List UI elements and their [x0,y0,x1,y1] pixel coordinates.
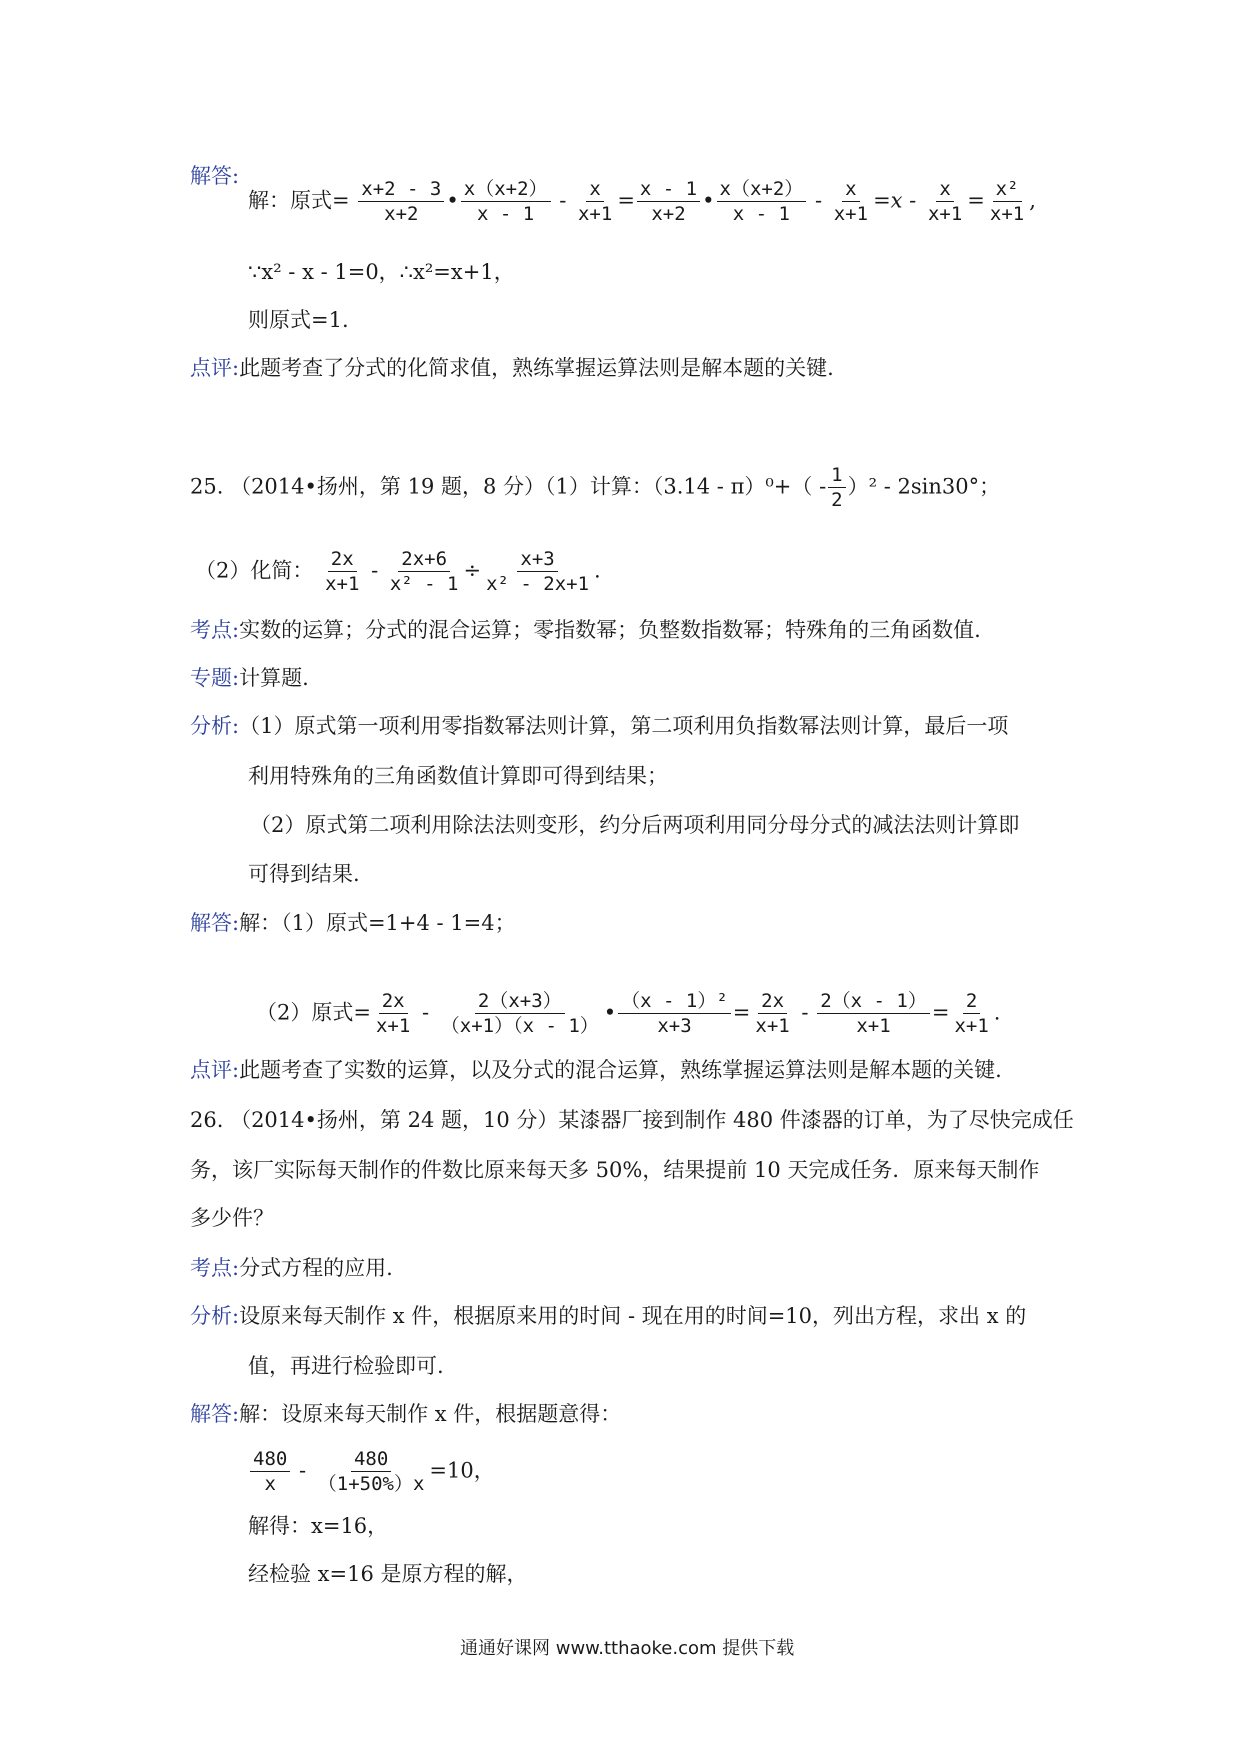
p24-line3: 则原式=1. [248,308,349,332]
answer-label: 解答: [190,164,240,188]
fraction: $\frac{2}{x+1}$ [954,990,989,1037]
answer-label: 解答: [190,911,240,935]
p25-keypoint: 考点:实数的运算；分式的混合运算；零指数幂；负整数指数幂；特殊角的三角函数值. [190,618,981,642]
p25-analysis-line3: （2）原式第二项利用除法法则变形，约分后两项利用同分母分式的减法法则计算即 [250,813,1020,837]
p24-line2: ∵x² - x - 1=0，∴x²=x+1， [248,260,515,284]
fraction: $\frac{480}{(1+50\%)x}$ [317,1448,425,1495]
topic-label: 专题: [190,666,240,690]
fraction: $\frac{480}{x}$ [250,1450,290,1494]
fraction: $\frac{x(x+2)}{x - 1}$ [717,180,807,224]
p24-solution-expression: 解：原式= $\frac{x+2 - 3}{x+2}$ • $\frac{x(x+2)}{x - 1}$ - $\frac{x}{x+1}$ = $\frac{x - 1}{x+2}$ • $\frac{x(x+2)}{x - 1}$ - $\frac{x}{x+1}$ =x - $\frac{x}{x+1}$ = $\frac{\text{x²}}{x+1}$ , [248,178,1036,225]
fraction: $\frac{2x}{x+1}$ [755,990,790,1037]
p25-solution-2: （2）原式= $\frac{2x}{x+1}$ - $\frac{2(x+3)}{(x+1)(x - 1)}$ • $\frac{\text{（x - 1）²}}{x+3}$ = $\frac{2x}{x+1}$ - $\frac{2(x - 1)}{x+1}$ = $\frac{2}{x+1}$ . [256,990,1001,1037]
p26-question-line1: 26. （2014•扬州，第 24 题，10 分）某漆器厂接到制作 480 件漆器的订单，为了尽快完成任 [190,1108,1074,1132]
fraction: $\frac{1}{2}$ [828,466,845,510]
analysis-label: 分析: [190,714,240,738]
p25-comment: 点评:此题考查了实数的运算，以及分式的混合运算，熟练掌握运算法则是解本题的关键. [190,1058,1002,1082]
fraction: $\frac{2(x - 1)}{x+1}$ [817,992,930,1036]
fraction: $\frac{x - 1}{x+2}$ [637,180,700,224]
fraction: $\frac{2x}{x+1}$ [375,990,411,1037]
p25-answer: 解答:解：（1）原式=1+4 - 1=4； [190,911,516,935]
p26-equation: $\frac{480}{x}$ - $\frac{480}{(1+50\%)x}$ =10， [248,1450,495,1494]
p26-answer: 解答:解：设原来每天制作 x 件，根据题意得： [190,1402,622,1426]
keypoint-label: 考点: [190,1256,240,1280]
comment-label: 点评: [190,356,240,380]
comment-label: 点评: [190,1058,240,1082]
p26-solution-line3: 经检验 x=16 是原方程的解， [248,1562,528,1586]
fraction: $\frac{x}{x+1}$ [833,178,869,225]
p25-topic: 专题:计算题. [190,666,309,690]
fraction: $\frac{2x+6}{\text{x² - 1}}$ [389,548,459,595]
p24-solution-prefix: 解：原式= [248,188,350,213]
fraction: $\frac{\text{（x - 1）²}}{x+3}$ [618,992,731,1036]
p25-question-1: 25. （2014•扬州，第 19 题，8 分）（1）计算：（3.14 - π）⁰+（ - $\frac{1}{2}$ ）² - 2sin30°； [190,464,1001,511]
keypoint-label: 考点: [190,618,240,642]
p25-analysis-line2: 利用特殊角的三角函数值计算即可得到结果； [248,764,668,788]
p26-keypoint: 考点:分式方程的应用. [190,1256,393,1280]
p26-analysis-line2: 值，再进行检验即可. [248,1354,444,1378]
analysis-label: 分析: [190,1304,240,1328]
fraction: $\frac{\text{x²}}{x+1}$ [989,178,1025,225]
fraction: $\frac{x}{x+1}$ [577,178,613,225]
fraction: $\frac{x(x+2)}{x - 1}$ [461,180,551,224]
fraction: $\frac{x+3}{\text{x² - 2x+1}}$ [486,548,590,595]
fraction: $\frac{x+2 - 3}{x+2}$ [358,180,444,224]
p26-analysis: 分析:设原来每天制作 x 件，根据原来用的时间 - 现在用的时间=10，列出方程，求出 x 的 [190,1304,1027,1328]
p26-question-line2: 务，该厂实际每天制作的件数比原来每天多 50%，结果提前 10 天完成任务．原来每天制作 [190,1158,1040,1182]
fraction: $\frac{2x}{x+1}$ [325,548,360,595]
fraction: $\frac{x}{x+1}$ [927,178,963,225]
p26-solution-line2: 解得：x=16， [248,1514,389,1538]
p25-question-2: （2）化简： $\frac{2x}{x+1}$ - $\frac{2x+6}{\text{x² - 1}}$ ÷ $\frac{x+3}{\text{x² - 2x+1}}$ . [195,548,601,595]
answer-label: 解答: [190,1402,240,1426]
p25-analysis: 分析:（1）原式第一项利用零指数幂法则计算，第二项利用负指数幂法则计算，最后一项 [190,714,1009,738]
page-footer: 通通好课网 www.tthaoke.com 提供下载 [460,1638,795,1659]
p26-question-line3: 多少件？ [190,1206,274,1230]
p24-comment: 点评:此题考查了分式的化简求值，熟练掌握运算法则是解本题的关键. [190,356,834,380]
p25-analysis-line4: 可得到结果. [248,862,360,886]
fraction: $\frac{2(x+3)}{(x+1)(x - 1)}$ [440,990,599,1037]
